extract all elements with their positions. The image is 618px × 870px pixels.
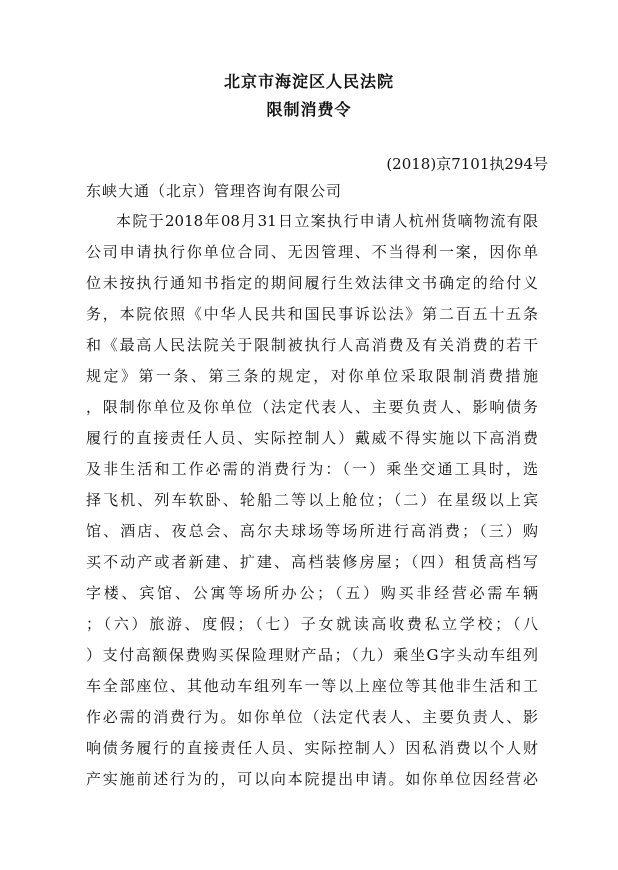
body-line: 和《最高人民法院关于限制被执行人高消费及有关消费的若干	[86, 336, 538, 354]
body-line: 及非生活和工作必需的消费行为：（一）乘坐交通工具时，选	[86, 460, 538, 478]
body-line: 规定》第一条、第三条的规定，对你单位采取限制消费措施	[86, 367, 538, 385]
body-line: 馆、酒店、夜总会、高尔夫球场等场所进行高消费；（三）购	[86, 522, 538, 540]
body-line: 车全部座位、其他动车组列车一等以上座位等其他非生活和工	[86, 677, 538, 695]
body-line: 位未按执行通知书指定的期间履行生效法律文书确定的给付义	[86, 274, 538, 292]
body-line: 字楼、宾馆、公寓等场所办公；（五）购买非经营必需车辆	[86, 584, 538, 602]
body-line: 本院于2018年08月31日立案执行申请人杭州货嘀物流有限	[116, 212, 538, 230]
body-line: ）支付高额保费购买保险理财产品；（九）乘坐G字头动车组列	[86, 646, 538, 664]
body-line: 务，本院依照《中华人民共和国民事诉讼法》第二百五十五条	[86, 305, 538, 323]
body-line: 公司申请执行你单位合同、无因管理、不当得利一案，因你单	[86, 243, 538, 261]
body-line: 响债务履行的直接责任人员、实际控制人）因私消费以个人财	[86, 739, 538, 757]
body-line: ，限制你单位及你单位（法定代表人、主要负责人、影响债务	[86, 398, 538, 416]
body-line: ；（六）旅游、度假；（七）子女就读高收费私立学校；（八	[86, 615, 538, 633]
body-line: 产实施前述行为的，可以向本院提出申请。如你单位因经营必	[86, 770, 538, 788]
body-line: 择飞机、列车软卧、轮船二等以上舱位；（二）在星级以上宾	[86, 491, 538, 509]
body-line: 履行的直接责任人员、实际控制人）戴威不得实施以下高消费	[86, 429, 538, 447]
body-line: 买不动产或者新建、扩建、高档装修房屋；（四）租赁高档写	[86, 553, 538, 571]
order-title: 限制消费令	[266, 100, 352, 119]
court-name: 北京市海淀区人民法院	[223, 72, 394, 91]
case-number: (2018)京7101执294号	[386, 155, 548, 173]
respondent-name: 东峡大通（北京）管理咨询有限公司	[86, 182, 343, 200]
body-line: 作必需的消费行为。如你单位（法定代表人、主要负责人、影	[86, 708, 538, 726]
